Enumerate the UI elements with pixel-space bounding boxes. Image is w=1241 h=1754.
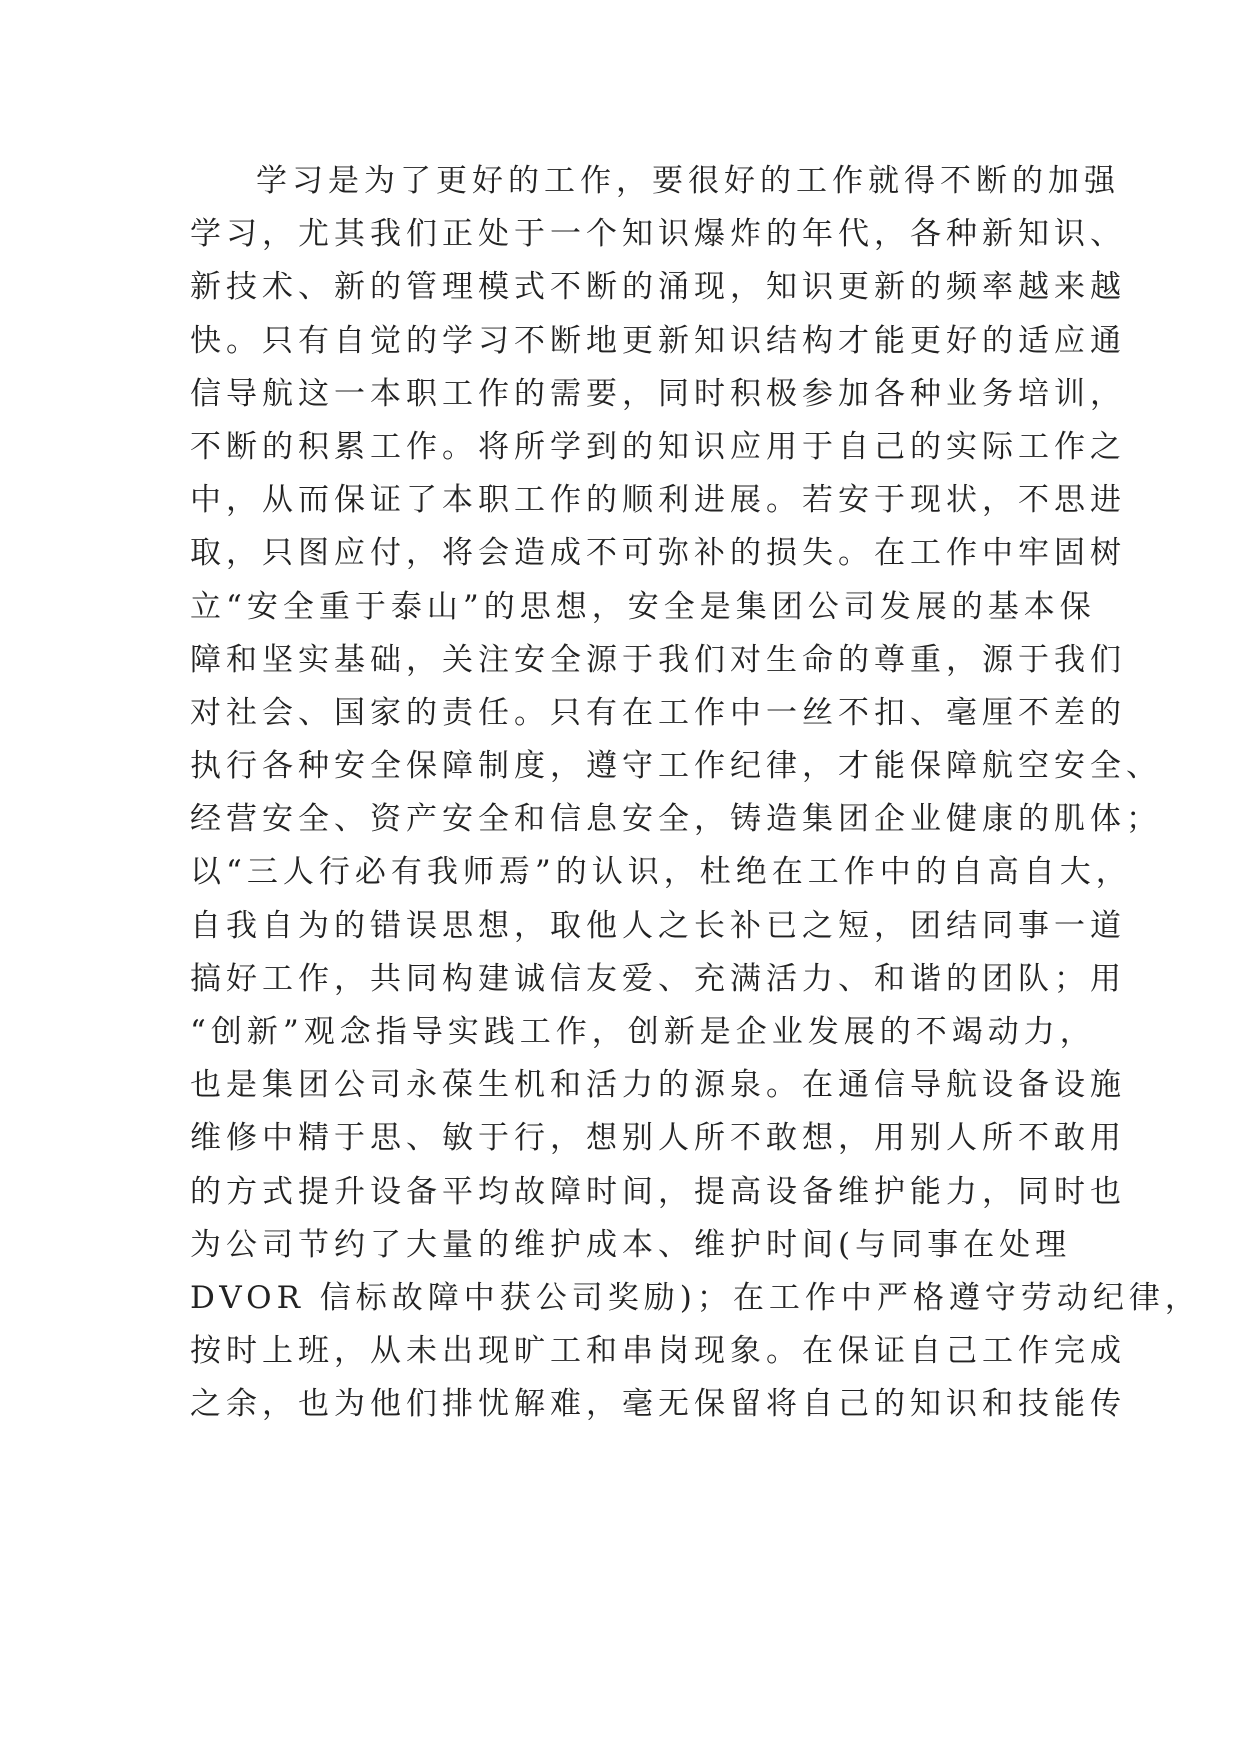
paragraph-line: 以“三人行必有我师焉”的认识，杜绝在工作中的自高自大， (190, 854, 1132, 891)
paragraph-line: 学习，尤其我们正处于一个知识爆炸的年代，各种新知识、 (190, 216, 1126, 253)
paragraph-line: 维修中精于思、敏于行，想别人所不敢想，用别人所不敢用 (190, 1120, 1126, 1157)
paragraph-line: 快。只有自觉的学习不断地更新知识结构才能更好的适应通 (190, 322, 1126, 359)
paragraph-line: 不断的积累工作。将所学到的知识应用于自己的实际工作之 (190, 428, 1126, 465)
paragraph-line: 执行各种安全保障制度，遵守工作纪律，才能保障航空安全、 (190, 748, 1162, 785)
paragraph-line: 自我自为的错误思想，取他人之长补已之短，团结同事一道 (190, 907, 1126, 944)
body-paragraph (190, 155, 1201, 1432)
paragraph-line: 中，从而保证了本职工作的顺利进展。若安于现状，不思进 (190, 482, 1126, 519)
paragraph-line: 学习是为了更好的工作，要很好的工作就得不断的加强 (256, 163, 1120, 199)
paragraph-line: 障和坚实基础，关注安全源于我们对生命的尊重，源于我们 (190, 641, 1126, 678)
paragraph-line: 之余，也为他们排忧解难，毫无保留将自己的知识和技能传 (190, 1386, 1126, 1423)
paragraph-line: 也是集团公司永葆生机和活力的源泉。在通信导航设备设施 (190, 1067, 1126, 1104)
paragraph-line: 取，只图应付，将会造成不可弥补的损失。在工作中牢固树 (190, 535, 1126, 572)
paragraph-line: 的方式提升设备平均故障时间，提高设备维护能力，同时也 (190, 1173, 1126, 1210)
paragraph-line: 为公司节约了大量的维护成本、维护时间(与同事在处理 (190, 1226, 1072, 1263)
paragraph-line: 对社会、国家的责任。只有在工作中一丝不扣、毫厘不差的 (190, 694, 1126, 731)
paragraph-line: “创新”观念指导实践工作，创新是企业发展的不竭动力， (190, 1014, 1096, 1050)
paragraph-line: 按时上班，从未出现旷工和串岗现象。在保证自己工作完成 (190, 1333, 1126, 1370)
paragraph-line: DVOR 信标故障中获公司奖励)；在工作中严格遵守劳动纪律， (190, 1279, 1201, 1316)
paragraph-line: 立“安全重于泰山”的思想，安全是集团公司发展的基本保 (190, 588, 1096, 625)
paragraph-line: 新技术、新的管理模式不断的涌现，知识更新的频率越来越 (190, 269, 1126, 306)
paragraph-line: 搞好工作，共同构建诚信友爱、充满活力、和谐的团队；用 (190, 960, 1126, 997)
paragraph-line: 经营安全、资产安全和信息安全，铸造集团企业健康的肌体； (190, 801, 1162, 838)
paragraph-line: 信导航这一本职工作的需要，同时积极参加各种业务培训， (190, 375, 1126, 412)
